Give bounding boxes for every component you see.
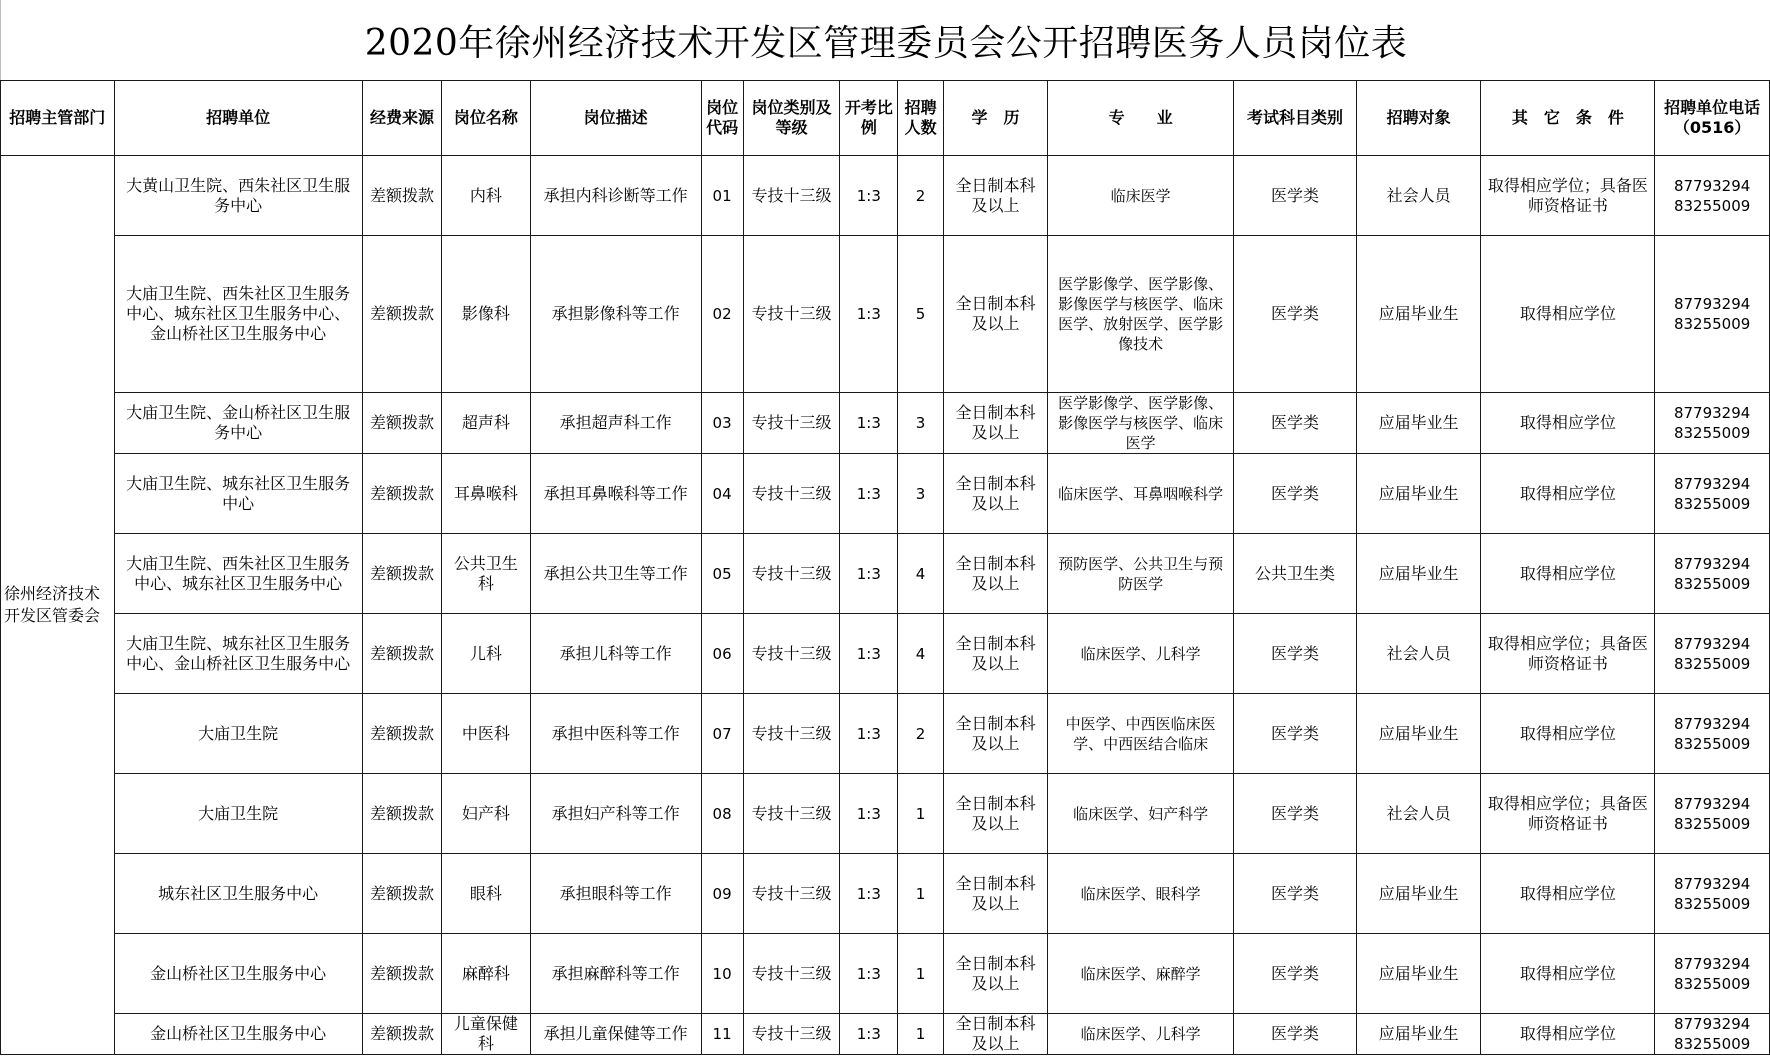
table-row bbox=[1, 236, 1770, 393]
cell-exam: 医学类 bbox=[1234, 1014, 1357, 1055]
cell-other: 取得相应学位 bbox=[1481, 694, 1655, 774]
header-count: 招聘人数 bbox=[898, 81, 943, 156]
cell-count: 1 bbox=[898, 934, 943, 1014]
cell-unit: 大黄山卫生院、西朱社区卫生服务中心 bbox=[114, 156, 362, 236]
cell-target: 社会人员 bbox=[1356, 614, 1481, 694]
table-row bbox=[1, 454, 1770, 534]
cell-ratio: 1:3 bbox=[840, 854, 898, 934]
cell-edu: 全日制本科及以上 bbox=[943, 156, 1048, 236]
cell-level: 专技十三级 bbox=[743, 454, 839, 534]
header-unit: 招聘单位 bbox=[114, 81, 362, 156]
cell-major: 中医学、中西医临床医学、中西医结合临床 bbox=[1048, 694, 1234, 774]
table-row bbox=[1, 1014, 1770, 1055]
cell-desc: 承担儿童保健等工作 bbox=[530, 1014, 701, 1055]
header-target: 招聘对象 bbox=[1356, 81, 1481, 156]
tel-number: 83255009 bbox=[1673, 424, 1751, 442]
cell-fund: 差额拨款 bbox=[362, 534, 441, 614]
cell-exam: 医学类 bbox=[1234, 236, 1357, 393]
cell-tel bbox=[1655, 534, 1770, 614]
cell-code: 11 bbox=[701, 1014, 743, 1055]
cell-ratio: 1:3 bbox=[840, 454, 898, 534]
cell-target: 应届毕业生 bbox=[1356, 934, 1481, 1014]
cell-other: 取得相应学位 bbox=[1481, 934, 1655, 1014]
cell-ratio: 1:3 bbox=[840, 774, 898, 854]
cell-target: 应届毕业生 bbox=[1356, 694, 1481, 774]
cell-target: 应届毕业生 bbox=[1356, 454, 1481, 534]
cell-code: 05 bbox=[701, 534, 743, 614]
cell-major: 临床医学、耳鼻咽喉科学 bbox=[1048, 454, 1234, 534]
cell-edu: 全日制本科及以上 bbox=[943, 236, 1048, 393]
cell-target: 应届毕业生 bbox=[1356, 236, 1481, 393]
cell-post: 儿科 bbox=[442, 614, 530, 694]
cell-post: 麻醉科 bbox=[442, 934, 530, 1014]
positions-table bbox=[0, 80, 1770, 1055]
cell-unit: 金山桥社区卫生服务中心 bbox=[114, 1014, 362, 1055]
cell-desc: 承担中医科等工作 bbox=[530, 694, 701, 774]
table-row bbox=[1, 393, 1770, 454]
cell-department: 徐州经济技术开发区管委会 bbox=[1, 156, 115, 1055]
cell-tel bbox=[1655, 236, 1770, 393]
tel-number: 87793294 bbox=[1673, 794, 1751, 813]
cell-other: 取得相应学位 bbox=[1481, 1014, 1655, 1055]
cell-tel bbox=[1655, 934, 1770, 1014]
tel-number: 83255009 bbox=[1673, 494, 1751, 513]
tel-number: 87793294 bbox=[1673, 954, 1751, 973]
cell-count: 1 bbox=[898, 854, 943, 934]
cell-fund: 差额拨款 bbox=[362, 236, 441, 393]
cell-other: 取得相应学位 bbox=[1481, 393, 1655, 454]
cell-desc: 承担影像科等工作 bbox=[530, 236, 701, 393]
header-desc: 岗位描述 bbox=[530, 81, 701, 156]
cell-edu: 全日制本科及以上 bbox=[943, 854, 1048, 934]
cell-code: 10 bbox=[701, 934, 743, 1014]
cell-target: 应届毕业生 bbox=[1356, 534, 1481, 614]
cell-major: 临床医学、儿科学 bbox=[1048, 1014, 1234, 1055]
tel-number: 83255009 bbox=[1673, 315, 1751, 333]
cell-exam: 医学类 bbox=[1234, 156, 1357, 236]
tel-number: 83255009 bbox=[1673, 196, 1751, 215]
cell-code: 08 bbox=[701, 774, 743, 854]
cell-exam: 医学类 bbox=[1234, 614, 1357, 694]
cell-count: 1 bbox=[898, 1014, 943, 1055]
cell-desc: 承担公共卫生等工作 bbox=[530, 534, 701, 614]
cell-count: 5 bbox=[898, 236, 943, 393]
tel-number: 83255009 bbox=[1673, 974, 1751, 993]
tel-number: 87793294 bbox=[1673, 295, 1751, 313]
cell-post: 公共卫生科 bbox=[442, 534, 530, 614]
cell-fund: 差额拨款 bbox=[362, 774, 441, 854]
cell-other: 取得相应学位；具备医师资格证书 bbox=[1481, 614, 1655, 694]
header-ratio: 开考比例 bbox=[840, 81, 898, 156]
header-dept: 招聘主管部门 bbox=[1, 81, 115, 156]
cell-other: 取得相应学位 bbox=[1481, 236, 1655, 393]
cell-tel bbox=[1655, 774, 1770, 854]
cell-level: 专技十三级 bbox=[743, 1014, 839, 1055]
cell-post: 影像科 bbox=[442, 236, 530, 393]
cell-major: 临床医学、眼科学 bbox=[1048, 854, 1234, 934]
cell-edu: 全日制本科及以上 bbox=[943, 534, 1048, 614]
cell-level: 专技十三级 bbox=[743, 774, 839, 854]
cell-desc: 承担麻醉科等工作 bbox=[530, 934, 701, 1014]
cell-ratio: 1:3 bbox=[840, 393, 898, 454]
cell-unit: 大庙卫生院、西朱社区卫生服务中心、城东社区卫生服务中心、金山桥社区卫生服务中心 bbox=[114, 236, 362, 393]
cell-post: 超声科 bbox=[442, 393, 530, 454]
cell-desc: 承担耳鼻喉科等工作 bbox=[530, 454, 701, 534]
cell-exam: 医学类 bbox=[1234, 774, 1357, 854]
cell-level: 专技十三级 bbox=[743, 156, 839, 236]
cell-edu: 全日制本科及以上 bbox=[943, 614, 1048, 694]
cell-level: 专技十三级 bbox=[743, 854, 839, 934]
header-level: 岗位类别及等级 bbox=[743, 81, 839, 156]
tel-number: 87793294 bbox=[1673, 176, 1751, 195]
cell-unit: 大庙卫生院、城东社区卫生服务中心、金山桥社区卫生服务中心 bbox=[114, 614, 362, 694]
cell-post: 耳鼻喉科 bbox=[442, 454, 530, 534]
header-row bbox=[1, 81, 1770, 156]
cell-desc: 承担超声科工作 bbox=[530, 393, 701, 454]
cell-edu: 全日制本科及以上 bbox=[943, 1014, 1048, 1055]
tel-number: 83255009 bbox=[1673, 1035, 1751, 1053]
cell-tel bbox=[1655, 156, 1770, 236]
header-fund: 经费来源 bbox=[362, 81, 441, 156]
cell-exam: 医学类 bbox=[1234, 934, 1357, 1014]
cell-target: 应届毕业生 bbox=[1356, 393, 1481, 454]
tel-number: 87793294 bbox=[1673, 874, 1751, 893]
tel-number: 83255009 bbox=[1673, 894, 1751, 913]
header-post: 岗位名称 bbox=[442, 81, 530, 156]
cell-code: 06 bbox=[701, 614, 743, 694]
cell-fund: 差额拨款 bbox=[362, 156, 441, 236]
cell-unit: 大庙卫生院 bbox=[114, 774, 362, 854]
cell-exam: 医学类 bbox=[1234, 854, 1357, 934]
cell-level: 专技十三级 bbox=[743, 534, 839, 614]
cell-code: 01 bbox=[701, 156, 743, 236]
cell-fund: 差额拨款 bbox=[362, 934, 441, 1014]
cell-major: 临床医学、麻醉学 bbox=[1048, 934, 1234, 1014]
table-row bbox=[1, 614, 1770, 694]
cell-target: 社会人员 bbox=[1356, 156, 1481, 236]
cell-unit: 城东社区卫生服务中心 bbox=[114, 854, 362, 934]
cell-fund: 差额拨款 bbox=[362, 454, 441, 534]
header-edu: 学 历 bbox=[943, 81, 1048, 156]
cell-target: 应届毕业生 bbox=[1356, 854, 1481, 934]
cell-edu: 全日制本科及以上 bbox=[943, 393, 1048, 454]
cell-count: 4 bbox=[898, 534, 943, 614]
cell-code: 07 bbox=[701, 694, 743, 774]
header-code: 岗位代码 bbox=[701, 81, 743, 156]
cell-post: 内科 bbox=[442, 156, 530, 236]
table-row bbox=[1, 934, 1770, 1014]
cell-edu: 全日制本科及以上 bbox=[943, 454, 1048, 534]
cell-unit: 大庙卫生院、城东社区卫生服务中心 bbox=[114, 454, 362, 534]
cell-code: 09 bbox=[701, 854, 743, 934]
table-row bbox=[1, 156, 1770, 236]
cell-unit: 大庙卫生院 bbox=[114, 694, 362, 774]
cell-level: 专技十三级 bbox=[743, 236, 839, 393]
cell-desc: 承担儿科等工作 bbox=[530, 614, 701, 694]
cell-exam: 医学类 bbox=[1234, 454, 1357, 534]
cell-post: 儿童保健科 bbox=[442, 1014, 530, 1055]
tel-number: 87793294 bbox=[1673, 554, 1751, 573]
cell-post: 中医科 bbox=[442, 694, 530, 774]
cell-level: 专技十三级 bbox=[743, 614, 839, 694]
cell-tel bbox=[1655, 694, 1770, 774]
cell-desc: 承担眼科等工作 bbox=[530, 854, 701, 934]
cell-tel bbox=[1655, 1014, 1770, 1055]
cell-major: 预防医学、公共卫生与预防医学 bbox=[1048, 534, 1234, 614]
cell-tel bbox=[1655, 393, 1770, 454]
cell-ratio: 1:3 bbox=[840, 156, 898, 236]
cell-post: 妇产科 bbox=[442, 774, 530, 854]
cell-other: 取得相应学位；具备医师资格证书 bbox=[1481, 156, 1655, 236]
tel-number: 87793294 bbox=[1673, 714, 1751, 733]
cell-count: 2 bbox=[898, 694, 943, 774]
cell-code: 04 bbox=[701, 454, 743, 534]
cell-fund: 差额拨款 bbox=[362, 1014, 441, 1055]
cell-fund: 差额拨款 bbox=[362, 393, 441, 454]
cell-ratio: 1:3 bbox=[840, 236, 898, 393]
cell-exam: 医学类 bbox=[1234, 694, 1357, 774]
cell-exam: 医学类 bbox=[1234, 393, 1357, 454]
cell-post: 眼科 bbox=[442, 854, 530, 934]
tel-number: 83255009 bbox=[1673, 654, 1751, 673]
page-title: 2020年徐州经济技术开发区管理委员会公开招聘医务人员岗位表 bbox=[0, 0, 1770, 80]
header-other: 其 它 条 件 bbox=[1481, 81, 1655, 156]
cell-major: 医学影像学、医学影像、影像医学与核医学、临床医学、放射医学、医学影像技术 bbox=[1048, 236, 1234, 393]
cell-other: 取得相应学位 bbox=[1481, 534, 1655, 614]
cell-fund: 差额拨款 bbox=[362, 694, 441, 774]
cell-ratio: 1:3 bbox=[840, 934, 898, 1014]
tel-number: 83255009 bbox=[1673, 574, 1751, 593]
cell-ratio: 1:3 bbox=[840, 694, 898, 774]
cell-count: 3 bbox=[898, 454, 943, 534]
cell-tel bbox=[1655, 454, 1770, 534]
cell-target: 应届毕业生 bbox=[1356, 1014, 1481, 1055]
cell-ratio: 1:3 bbox=[840, 534, 898, 614]
cell-code: 02 bbox=[701, 236, 743, 393]
header-exam: 考试科目类别 bbox=[1234, 81, 1357, 156]
cell-unit: 大庙卫生院、西朱社区卫生服务中心、城东社区卫生服务中心 bbox=[114, 534, 362, 614]
cell-exam: 公共卫生类 bbox=[1234, 534, 1357, 614]
cell-ratio: 1:3 bbox=[840, 1014, 898, 1055]
cell-count: 4 bbox=[898, 614, 943, 694]
cell-code: 03 bbox=[701, 393, 743, 454]
cell-level: 专技十三级 bbox=[743, 694, 839, 774]
cell-count: 1 bbox=[898, 774, 943, 854]
cell-edu: 全日制本科及以上 bbox=[943, 694, 1048, 774]
cell-edu: 全日制本科及以上 bbox=[943, 934, 1048, 1014]
cell-major: 临床医学、儿科学 bbox=[1048, 614, 1234, 694]
cell-unit: 大庙卫生院、金山桥社区卫生服务中心 bbox=[114, 393, 362, 454]
header-tel: 招聘单位电话（0516） bbox=[1655, 81, 1770, 156]
cell-major: 临床医学 bbox=[1048, 156, 1234, 236]
cell-major: 临床医学、妇产科学 bbox=[1048, 774, 1234, 854]
cell-unit: 金山桥社区卫生服务中心 bbox=[114, 934, 362, 1014]
cell-other: 取得相应学位 bbox=[1481, 854, 1655, 934]
table-row bbox=[1, 534, 1770, 614]
header-major: 专 业 bbox=[1048, 81, 1234, 156]
cell-edu: 全日制本科及以上 bbox=[943, 774, 1048, 854]
cell-tel bbox=[1655, 614, 1770, 694]
cell-level: 专技十三级 bbox=[743, 393, 839, 454]
cell-target: 社会人员 bbox=[1356, 774, 1481, 854]
cell-level: 专技十三级 bbox=[743, 934, 839, 1014]
table-row bbox=[1, 694, 1770, 774]
cell-tel bbox=[1655, 854, 1770, 934]
tel-number: 87793294 bbox=[1673, 634, 1751, 653]
table-row bbox=[1, 774, 1770, 854]
tel-number: 87793294 bbox=[1673, 404, 1751, 422]
tel-number: 87793294 bbox=[1673, 1015, 1751, 1033]
cell-fund: 差额拨款 bbox=[362, 854, 441, 934]
cell-desc: 承担妇产科等工作 bbox=[530, 774, 701, 854]
tel-number: 83255009 bbox=[1673, 734, 1751, 753]
cell-major: 医学影像学、医学影像、影像医学与核医学、临床医学 bbox=[1048, 393, 1234, 454]
cell-desc: 承担内科诊断等工作 bbox=[530, 156, 701, 236]
cell-other: 取得相应学位；具备医师资格证书 bbox=[1481, 774, 1655, 854]
cell-count: 2 bbox=[898, 156, 943, 236]
cell-ratio: 1:3 bbox=[840, 614, 898, 694]
cell-other: 取得相应学位 bbox=[1481, 454, 1655, 534]
tel-number: 83255009 bbox=[1673, 814, 1751, 833]
cell-count: 3 bbox=[898, 393, 943, 454]
table-row bbox=[1, 854, 1770, 934]
tel-number: 87793294 bbox=[1673, 474, 1751, 493]
cell-fund: 差额拨款 bbox=[362, 614, 441, 694]
